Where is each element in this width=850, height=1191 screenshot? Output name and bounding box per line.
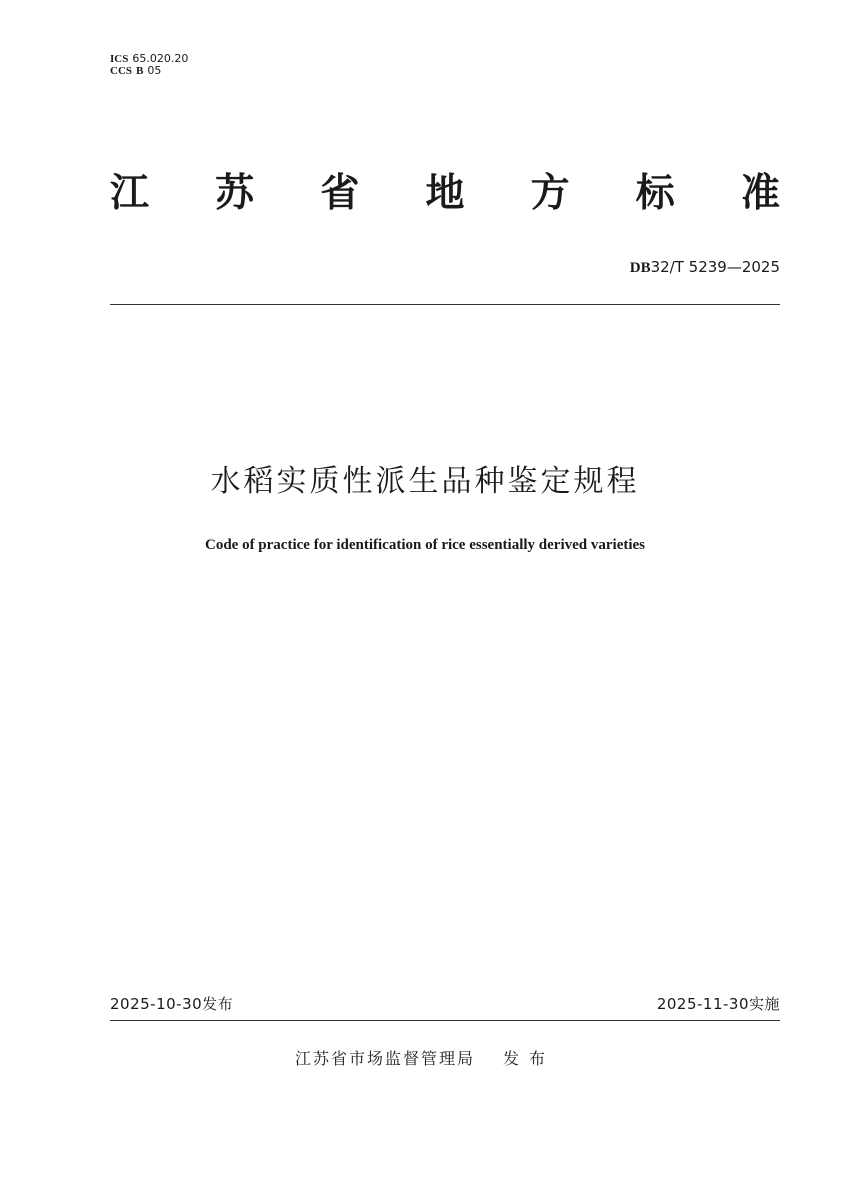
ics-code: 65.020.20 [132,52,189,65]
standard-number-code: 32/T 5239—2025 [650,258,780,276]
category-char: 标 [635,171,675,216]
standard-number [630,258,780,277]
category-char: 方 [530,171,570,216]
ccs-letter: B [136,65,144,77]
publish-date: 2025-10-30发布 [110,995,234,1013]
ccs-label: CCS [110,65,133,77]
category-char: 苏 [215,171,255,216]
header-divider [110,304,780,305]
issuing-authority: 江苏省市场监督管理局 [294,1049,475,1068]
document-title-english: Code of practice for identification of rice essentially derived varieties [204,537,646,553]
footer-divider [110,1020,780,1021]
category-char: 准 [740,171,780,216]
category-char: 地 [425,171,465,216]
category-char: 江 [110,171,150,216]
category-char: 省 [320,171,360,216]
ics-label: ICS [110,53,129,65]
document-title-chinese: 水稻实质性派生品种鉴定规程 [210,464,640,499]
ccs-classification [110,65,161,77]
ccs-code: 05 [147,64,162,77]
standard-number-prefix: DB [629,260,651,276]
issuer-line [0,1046,850,1069]
issue-action: 发布 [503,1049,556,1068]
standard-category-heading [110,170,780,218]
implementation-date: 2025-11-30实施 [656,995,780,1013]
